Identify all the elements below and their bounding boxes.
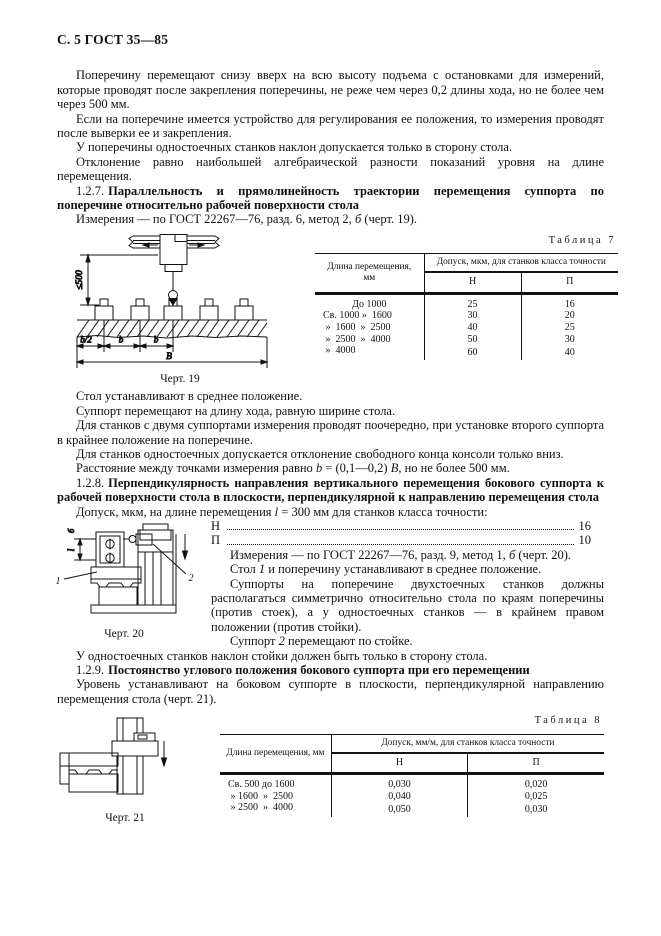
cell-P: 30 xyxy=(564,333,575,345)
gauge-stand xyxy=(96,532,124,567)
cell-length: Св. 1000 » 1600 xyxy=(315,310,424,322)
section-title: Перпендикулярность направления вертикального перемещения бокового суппорта к рабочей поверхности стола в плоскости, перпендикулярной к направлению перемещения стола xyxy=(57,475,604,505)
paragraph: Стол устанавливают в среднее положение. xyxy=(76,389,303,404)
paragraph: Измерения — по ГОСТ 22267—76, разд. 9, метод 1, б (черт. 20). xyxy=(230,547,572,562)
table-8-label: Таблица 8 xyxy=(534,715,602,727)
table-and-pedestal xyxy=(60,753,118,792)
dim-label-B: В xyxy=(166,351,172,362)
table-7-subheader-H: Н xyxy=(424,272,521,293)
section-title: Постоянство углового положения бокового суппорта при его перемещении xyxy=(108,663,530,677)
table-and-pedestal xyxy=(91,567,141,605)
section-heading-1-2-9 xyxy=(57,663,604,677)
table-row xyxy=(315,293,618,310)
paragraph: Суппорт 2 перемещают по стойке. xyxy=(230,634,413,649)
table-row xyxy=(315,310,618,322)
dim-label-b2: b/2 xyxy=(80,334,92,345)
table-8-block xyxy=(220,714,604,817)
cell-length: » 2500 » 4000 xyxy=(315,334,424,346)
table-8-col-header-tolerance: Допуск, мм/м, для станков класса точности xyxy=(331,734,604,753)
table-8-subheader-H: Н xyxy=(331,753,467,774)
movement-arrow xyxy=(183,534,188,559)
paragraph: У поперечины одностоечных станков наклон допускается только в сторону стола. xyxy=(76,140,513,155)
paragraph: Расстояние между точками измерения равно b = (0,1—0,2) В, но не более 500 мм. xyxy=(76,461,510,476)
figure-20-drawing xyxy=(45,522,203,625)
table-surface-hatched xyxy=(77,320,267,338)
table-row xyxy=(315,322,618,334)
figure-21-drawing xyxy=(50,714,200,809)
dim-label-b-1: b xyxy=(118,334,124,345)
cell-H: 60 xyxy=(424,345,521,360)
section-heading-1-2-7 xyxy=(57,184,604,213)
dim-label-l: l xyxy=(67,548,77,552)
section-number: 1.2.7. xyxy=(76,183,105,198)
paragraph: Суппорты на поперечине двухстоечных станков должны располагаться симметрично относительно стола по краям поперечины (против стоек), а у одностоечных станков — в крайнем правом положении (против стойки). xyxy=(211,576,604,634)
dotted-leader xyxy=(227,544,573,545)
cell-length: До 1000 xyxy=(315,293,424,310)
table-8-subheader-P: П xyxy=(468,753,604,774)
table-row xyxy=(220,802,604,817)
dim-label-b-2: b xyxy=(153,334,159,345)
table-7-block xyxy=(315,234,618,360)
paragraph: Измерения — по ГОСТ 22267—76, разд. 6, метод 2, б (черт. 19). xyxy=(76,212,418,227)
cell-H: 0,040 xyxy=(331,791,467,803)
dim-label-height: ≤500 xyxy=(75,270,85,290)
cell-length: » 1600 » 2500 xyxy=(220,791,331,803)
carriage xyxy=(160,234,187,271)
paragraph: Если на поперечине имеется устройство для регулирования ее положения, то измерения проводят после выверки ее и закрепления. xyxy=(57,111,604,141)
paragraph: Поперечину перемещают снизу вверх на всю высоту подъема с остановками для измерений, которые проводят после закрепления поперечины, не реже чем через 0,2 длины хода, но не более чем через 500 мм. xyxy=(57,68,604,112)
column xyxy=(138,524,176,605)
cell-length: » 4000 xyxy=(315,345,424,360)
figure-21-caption: Черт. 21 xyxy=(105,812,145,825)
section-number: 1.2.9. xyxy=(76,663,105,677)
table-row xyxy=(315,334,618,346)
side-support-arm xyxy=(112,733,158,756)
cell-P: 25 xyxy=(564,322,575,334)
table-row xyxy=(315,345,618,360)
cell-P: 0,030 xyxy=(524,803,548,815)
tolerance-class-label: П xyxy=(211,533,221,548)
table-8-col-header-length: Длина перемещения, мм xyxy=(220,734,331,774)
cell-H: 40 xyxy=(424,322,521,334)
table-7-col-header-length: Длина перемещения, мм xyxy=(315,254,424,294)
paragraph: Отклонение равно наибольшей алгебраической разности показаний уровня на длине перемещения. xyxy=(57,154,604,184)
cell-length: Св. 500 до 1600 xyxy=(220,774,331,791)
plumb-line xyxy=(169,271,178,305)
cell-H: 0,050 xyxy=(331,802,467,817)
cell-P: 0,025 xyxy=(524,790,548,802)
figure-20 xyxy=(45,522,203,641)
dimension-B xyxy=(77,352,267,364)
paragraph: Допуск, мкм, на длине перемещения l = 300 мм для станков класса точности: xyxy=(76,504,488,519)
movement-arrow xyxy=(162,741,167,766)
cell-H: 0,030 xyxy=(331,774,467,791)
figure-19 xyxy=(55,234,305,386)
cell-H: 30 xyxy=(424,310,521,322)
tolerance-class-label: Н xyxy=(211,518,221,533)
table-8 xyxy=(220,734,604,817)
part-label-2: 2 xyxy=(188,572,194,584)
cell-P: 16 xyxy=(564,298,575,310)
section-heading-1-2-8 xyxy=(57,476,604,505)
table-row xyxy=(220,791,604,803)
table-7 xyxy=(315,253,618,360)
cell-length: » 2500 » 4000 xyxy=(220,802,331,817)
figure-20-caption: Черт. 20 xyxy=(104,627,144,640)
table-7-subheader-P: П xyxy=(521,272,618,293)
page-header: С. 5 ГОСТ 35—85 xyxy=(57,32,169,47)
cell-length: » 1600 » 2500 xyxy=(315,322,424,334)
table-row xyxy=(220,774,604,791)
figure21-table8-row xyxy=(57,714,604,825)
paragraph: Суппорт перемещают на длину хода, равную ширине стола. xyxy=(76,403,396,418)
tolerance-value: 10 xyxy=(578,533,591,548)
table-7-label: Таблица 7 xyxy=(548,234,616,246)
figure-21 xyxy=(50,714,200,825)
dimension-l xyxy=(66,528,96,560)
dim-label-b-letter: б xyxy=(66,528,76,534)
tolerance-line-H xyxy=(211,519,604,533)
section-number: 1.2.8. xyxy=(76,475,105,490)
cell-H: 50 xyxy=(424,334,521,346)
paragraph: Для станков одностоечных допускается отклонение свободного конца консоли только вниз. xyxy=(76,446,564,461)
part-label-1: 1 xyxy=(55,575,61,587)
paragraph: Стол 1 и поперечину устанавливают в среднее положение. xyxy=(230,562,542,577)
cell-P: 40 xyxy=(564,346,575,358)
figure-19-caption: Черт. 19 xyxy=(160,372,200,385)
paragraph: У одностоечных станков наклон стойки должен быть только в сторону стола. xyxy=(76,648,488,663)
cell-H: 25 xyxy=(424,293,521,310)
dimension-height xyxy=(75,255,158,305)
tolerance-value: 16 xyxy=(578,518,591,533)
dimension-b-row xyxy=(77,320,267,368)
table-7-col-header-tolerance: Допуск, мкм, для станков класса точности xyxy=(424,254,618,273)
paragraph: Уровень устанавливают на боковом суппорте в плоскости, перпендикулярной направлению перемещения стола (черт. 21). xyxy=(57,677,604,706)
figure-19-drawing xyxy=(55,234,305,370)
cell-P: 0,020 xyxy=(524,779,548,791)
paragraph: Для станков с двумя суппортами измерения проводят поочередно, при установке второго суппорта в крайнее положение на поперечине. xyxy=(57,418,604,447)
section-title: Параллельность и прямолинейность траектории перемещения суппорта по поперечине относительно рабочей поверхности стола xyxy=(57,183,604,213)
base-plate xyxy=(91,605,176,613)
figure19-table7-row xyxy=(55,234,618,386)
cell-P: 20 xyxy=(564,310,575,322)
tolerance-line-P xyxy=(211,533,604,547)
dotted-leader xyxy=(227,529,573,530)
